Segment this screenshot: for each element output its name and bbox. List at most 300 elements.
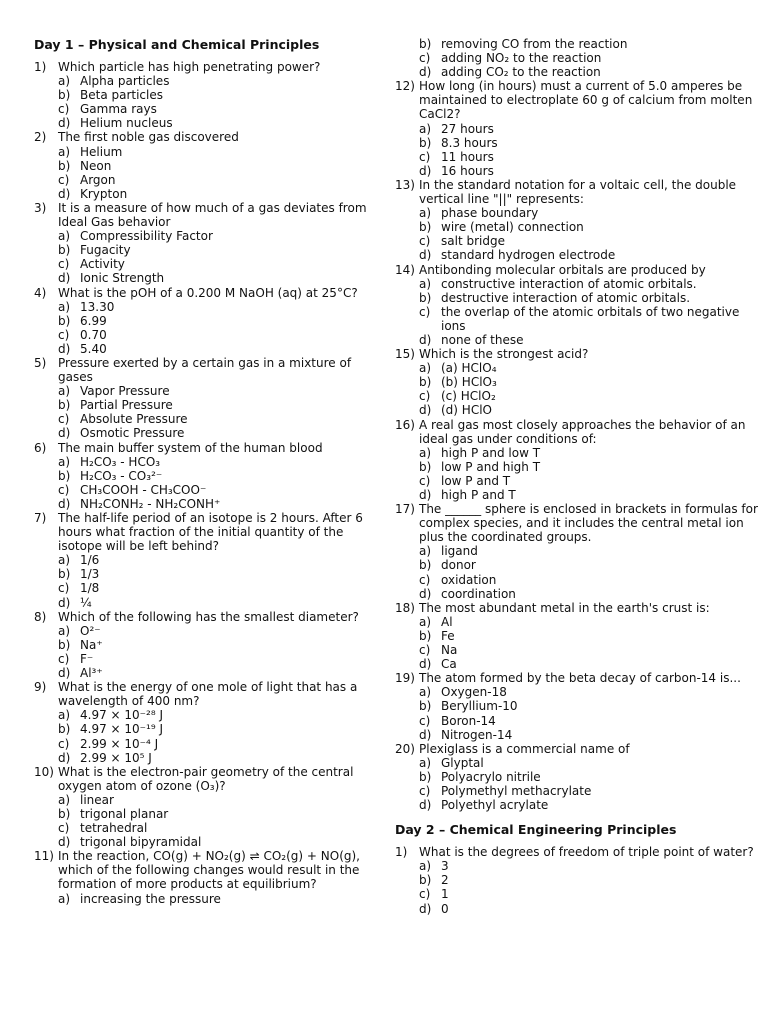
option-letter: d): [419, 403, 432, 418]
question-text: The half-life period of an isotope is 2 hours. After 6 hours what fraction of the initial quantity of the isotope will be left behind?: [58, 511, 363, 554]
option-letter: a): [58, 891, 71, 906]
option-letter: d): [419, 488, 432, 502]
question-text: It is a measure of how much of a gas deviates from Ideal Gas behavior: [58, 200, 367, 230]
option-letter: c): [58, 172, 70, 187]
answer-option: [395, 291, 767, 305]
question: [34, 441, 382, 455]
question-block: [34, 201, 382, 286]
question-number: 4): [34, 285, 47, 300]
option-text: Oxygen-18: [441, 685, 507, 700]
answer-option: [34, 314, 382, 328]
question-number: 14): [395, 262, 415, 277]
option-list: [34, 300, 382, 356]
question: [34, 60, 382, 74]
question: [34, 610, 382, 624]
option-list: [34, 708, 382, 764]
question-block: [395, 742, 767, 812]
option-text: 4.97 × 10⁻¹⁹ J: [80, 722, 163, 737]
option-letter: b): [419, 220, 432, 235]
option-text: Argon: [80, 172, 116, 187]
option-letter: b): [58, 88, 71, 103]
answer-option: [395, 859, 767, 873]
answer-option: [34, 652, 382, 666]
option-letter: a): [58, 144, 71, 159]
answer-option: [34, 469, 382, 483]
answer-option: [395, 51, 767, 65]
option-text: Nitrogen-14: [441, 727, 513, 742]
question-text: Which is the strongest acid?: [419, 347, 589, 362]
option-text: oxidation: [441, 572, 497, 587]
question: [395, 845, 767, 859]
answer-option: [395, 474, 767, 488]
answer-option: [395, 629, 767, 643]
answer-option: [34, 173, 382, 187]
question-block: [34, 286, 382, 356]
option-text: Boron-14: [441, 713, 496, 728]
option-text: Polymethyl methacrylate: [441, 783, 592, 798]
option-letter: a): [419, 206, 432, 221]
option-text: Osmotic Pressure: [80, 426, 185, 441]
option-letter: a): [58, 384, 71, 399]
option-text: adding CO₂ to the reaction: [441, 65, 601, 80]
option-letter: c): [419, 572, 431, 587]
option-letter: a): [58, 792, 71, 807]
option-text: 0: [441, 901, 449, 916]
option-letter: c): [419, 389, 431, 404]
option-text: Ca: [441, 657, 457, 672]
option-letter: a): [419, 614, 432, 629]
question: [395, 79, 767, 121]
option-letter: a): [58, 708, 71, 723]
option-text: Fugacity: [80, 243, 131, 258]
option-letter: d): [58, 666, 71, 681]
option-letter: d): [419, 332, 432, 347]
answer-option: [34, 412, 382, 426]
option-text: Absolute Pressure: [80, 412, 188, 427]
option-text: the overlap of the atomic orbitals of two negative ions: [441, 304, 740, 333]
question-text: What is the energy of one mole of light that has a wavelength of 400 nm?: [58, 680, 358, 709]
option-text: Alpha particles: [80, 74, 170, 89]
option-text: linear: [80, 792, 114, 807]
question-block: [34, 511, 382, 610]
option-letter: b): [419, 628, 432, 643]
answer-option: [34, 751, 382, 765]
option-letter: a): [419, 544, 432, 559]
question-11-continued-options: [395, 37, 767, 79]
option-letter: d): [58, 835, 71, 850]
option-text: (b) HClO₃: [441, 375, 497, 390]
question-number: 1): [395, 845, 408, 860]
question-block: [34, 356, 382, 441]
option-text: 2: [441, 873, 449, 888]
question-number: 9): [34, 680, 47, 695]
answer-option: [395, 446, 767, 460]
option-letter: d): [419, 586, 432, 601]
option-letter: c): [419, 643, 431, 658]
answer-option: [34, 145, 382, 159]
option-letter: d): [58, 116, 71, 131]
day2-question-list: [395, 845, 767, 915]
question-text: Pressure exerted by a certain gas in a mixture of gases: [58, 355, 352, 385]
option-text: trigonal bipyramidal: [80, 835, 202, 850]
option-text: (a) HClO₄: [441, 361, 497, 376]
answer-option: [395, 361, 767, 375]
question-block: [395, 418, 767, 503]
answer-option: [395, 873, 767, 887]
answer-option: [34, 553, 382, 567]
option-text: Na⁺: [80, 637, 103, 652]
option-letter: b): [419, 375, 432, 390]
option-list: [395, 859, 767, 915]
answer-option: [34, 722, 382, 736]
option-list: [34, 455, 382, 511]
question-block: [395, 502, 767, 601]
answer-option: [34, 300, 382, 314]
option-letter: d): [58, 426, 71, 441]
answer-option: [34, 229, 382, 243]
question-text: Which of the following has the smallest diameter?: [58, 609, 359, 624]
question-number: 15): [395, 347, 415, 362]
option-list: [395, 685, 767, 741]
option-list: [34, 74, 382, 130]
option-text: Beryllium-10: [441, 699, 518, 714]
question-block: [34, 765, 382, 850]
answer-option: [395, 699, 767, 713]
option-text: Gamma rays: [80, 102, 157, 117]
answer-option: [395, 643, 767, 657]
option-text: trigonal planar: [80, 806, 169, 821]
option-text: 6.99: [80, 313, 107, 328]
answer-option: [34, 737, 382, 751]
option-letter: b): [58, 567, 71, 582]
answer-option: [395, 887, 767, 901]
answer-option: [34, 426, 382, 440]
question-number: 7): [34, 511, 47, 525]
answer-option: [34, 807, 382, 821]
option-list: [34, 145, 382, 201]
answer-option: [34, 455, 382, 469]
answer-option: [395, 798, 767, 812]
option-letter: c): [419, 51, 431, 66]
option-text: Activity: [80, 257, 125, 272]
answer-option: [395, 164, 767, 178]
option-list: [395, 277, 767, 347]
option-text: Beta particles: [80, 88, 163, 103]
question-block: [395, 263, 767, 348]
question-text: Plexiglass is a commercial name of: [419, 741, 630, 756]
option-letter: c): [419, 713, 431, 728]
answer-option: [395, 37, 767, 51]
answer-option: [395, 122, 767, 136]
option-text: standard hydrogen electrode: [441, 248, 616, 263]
option-letter: c): [58, 736, 70, 751]
answer-option: [34, 328, 382, 342]
option-text: Glyptal: [441, 755, 484, 770]
question-number: 3): [34, 200, 47, 215]
option-letter: c): [419, 783, 431, 798]
option-text: Al: [441, 614, 453, 629]
question-text: A real gas most closely approaches the behavior of an ideal gas under conditions of:: [419, 417, 746, 446]
option-text: 8.3 hours: [441, 135, 498, 150]
option-text: 5.40: [80, 341, 107, 356]
answer-option: [34, 257, 382, 271]
answer-option: [395, 728, 767, 742]
option-text: (d) HClO: [441, 403, 492, 418]
answer-option: [34, 567, 382, 581]
option-letter: c): [58, 327, 70, 342]
answer-option: [395, 234, 767, 248]
answer-option: [34, 666, 382, 680]
option-text: adding NO₂ to the reaction: [441, 51, 602, 66]
answer-option: [34, 892, 382, 906]
option-letter: d): [58, 595, 71, 610]
option-list: [395, 544, 767, 600]
question-block: [395, 79, 767, 178]
option-letter: b): [419, 135, 432, 150]
option-letter: c): [58, 412, 70, 427]
day2-heading: Day 2 – Chemical Engineering Principles: [395, 822, 677, 838]
question-text: The ______ sphere is enclosed in brackets in formulas for complex species, and it includes the central metal ion plus the coordinated groups.: [419, 502, 758, 545]
day1-question-list: [34, 60, 382, 906]
question: [395, 263, 767, 277]
answer-option: [34, 187, 382, 201]
question-block: [34, 849, 382, 905]
answer-option: [395, 587, 767, 601]
answer-option: [34, 398, 382, 412]
option-letter: b): [58, 158, 71, 173]
option-letter: b): [58, 398, 71, 413]
option-list: [34, 793, 382, 849]
question: [34, 356, 382, 384]
option-text: 4.97 × 10⁻²⁸ J: [80, 708, 163, 723]
option-text: Neon: [80, 158, 112, 173]
answer-option: [34, 243, 382, 257]
option-text: destructive interaction of atomic orbitals.: [441, 290, 691, 305]
answer-option: [34, 384, 382, 398]
option-letter: c): [419, 234, 431, 249]
question-text: What is the degrees of freedom of triple point of water?: [419, 845, 754, 860]
answer-option: [395, 657, 767, 671]
answer-option: [34, 74, 382, 88]
question: [395, 601, 767, 615]
option-text: O²⁻: [80, 623, 101, 638]
option-text: Helium: [80, 144, 123, 159]
option-letter: a): [58, 299, 71, 314]
option-text: CH₃COOH - CH₃COO⁻: [80, 482, 207, 497]
answer-option: [395, 305, 767, 333]
option-text: coordination: [441, 586, 516, 601]
option-text: high P and low T: [441, 445, 541, 460]
option-list: [34, 229, 382, 285]
option-letter: b): [419, 699, 432, 714]
answer-option: [395, 488, 767, 502]
option-letter: c): [58, 102, 70, 117]
option-letter: c): [58, 257, 70, 272]
question-number: 1): [34, 60, 47, 74]
question-number: 19): [395, 671, 415, 686]
question: [395, 502, 767, 544]
option-list: [34, 624, 382, 680]
question-block: [34, 130, 382, 200]
option-text: 0.70: [80, 327, 107, 342]
option-letter: a): [58, 623, 71, 638]
question-block: [395, 178, 767, 263]
question-number: 16): [395, 417, 415, 432]
option-letter: d): [419, 901, 432, 916]
answer-option: [395, 248, 767, 262]
option-text: 1/6: [80, 553, 100, 568]
option-text: donor: [441, 558, 476, 573]
question: [34, 511, 382, 553]
option-text: increasing the pressure: [80, 891, 221, 906]
option-letter: c): [419, 887, 431, 902]
option-text: 11 hours: [441, 149, 494, 164]
option-letter: d): [58, 186, 71, 201]
answer-option: [395, 65, 767, 79]
right-column: [395, 37, 767, 916]
option-text: H₂CO₃ - HCO₃: [80, 454, 161, 469]
option-list: [395, 206, 767, 262]
day1-question-list-continued: [395, 79, 767, 812]
answer-option: [395, 277, 767, 291]
option-text: constructive interaction of atomic orbitals.: [441, 276, 697, 291]
question-text: The most abundant metal in the earth's crust is:: [419, 600, 710, 615]
option-text: Krypton: [80, 186, 128, 201]
question-text: What is the electron-pair geometry of the central oxygen atom of ozone (O₃)?: [58, 764, 354, 793]
answer-option: [34, 793, 382, 807]
option-text: Na: [441, 643, 458, 658]
option-text: Helium nucleus: [80, 116, 173, 131]
answer-option: [34, 102, 382, 116]
option-letter: c): [58, 482, 70, 497]
option-text: Fe: [441, 628, 455, 643]
question-number: 8): [34, 609, 47, 624]
option-text: 1/8: [80, 581, 100, 596]
answer-option: [395, 333, 767, 347]
question: [34, 680, 382, 708]
option-text: Polyethyl acrylate: [441, 798, 549, 813]
option-letter: b): [58, 313, 71, 328]
option-letter: c): [58, 581, 70, 596]
answer-option: [34, 271, 382, 285]
question-text: Which particle has high penetrating power?: [58, 60, 321, 74]
answer-option: [395, 206, 767, 220]
option-list: [395, 122, 767, 178]
question-block: [34, 610, 382, 680]
answer-option: [395, 784, 767, 798]
option-letter: a): [419, 859, 432, 874]
option-list: [395, 361, 767, 417]
option-letter: d): [419, 163, 432, 178]
question-text: Antibonding molecular orbitals are produced by: [419, 262, 706, 277]
option-text: Partial Pressure: [80, 398, 173, 413]
answer-option: [395, 136, 767, 150]
answer-option: [34, 708, 382, 722]
question-block: [34, 680, 382, 765]
option-letter: b): [419, 873, 432, 888]
option-text: (c) HClO₂: [441, 389, 496, 404]
option-letter: a): [419, 445, 432, 460]
option-list: [395, 615, 767, 671]
option-letter: b): [419, 558, 432, 573]
answer-option: [395, 756, 767, 770]
question-block: [395, 671, 767, 741]
answer-option: [34, 88, 382, 102]
option-list: [395, 756, 767, 812]
answer-option: [34, 624, 382, 638]
question-number: 5): [34, 355, 47, 370]
option-letter: d): [58, 341, 71, 356]
question-number: 12): [395, 79, 415, 94]
question: [34, 765, 382, 793]
question: [34, 130, 382, 144]
question-text: In the reaction, CO(g) + NO₂(g) ⇌ CO₂(g) + NO(g), which of the following changes would result in the formation of more products at equilibrium?: [58, 849, 360, 892]
option-letter: b): [58, 243, 71, 258]
question-text: How long (in hours) must a current of 5.0 amperes be maintained to electroplate 60 g of calcium from molten CaCl2?: [419, 79, 753, 122]
answer-option: [34, 821, 382, 835]
question-block: [395, 845, 767, 915]
option-text: 16 hours: [441, 163, 494, 178]
answer-option: [34, 497, 382, 511]
option-text: wire (metal) connection: [441, 220, 584, 235]
option-letter: b): [58, 722, 71, 737]
answer-option: [395, 573, 767, 587]
option-letter: b): [58, 806, 71, 821]
question-number: 2): [34, 130, 47, 145]
option-text: none of these: [441, 332, 524, 347]
question-number: 11): [34, 849, 54, 864]
question: [34, 849, 382, 891]
option-letter: c): [419, 473, 431, 488]
question-number: 20): [395, 741, 415, 756]
option-list: [34, 892, 382, 906]
option-letter: a): [419, 276, 432, 291]
option-text: H₂CO₃ - CO₃²⁻: [80, 468, 163, 483]
option-letter: b): [419, 459, 432, 474]
left-column: [34, 37, 382, 906]
answer-option: [34, 835, 382, 849]
option-letter: a): [419, 685, 432, 700]
option-text: ¼: [80, 595, 92, 610]
question-number: 10): [34, 764, 54, 779]
option-text: low P and T: [441, 473, 511, 488]
option-text: tetrahedral: [80, 821, 148, 836]
option-text: removing CO from the reaction: [441, 37, 628, 51]
answer-option: [395, 220, 767, 234]
question-text: What is the pOH of a 0.200 M NaOH (aq) at 25°C?: [58, 285, 358, 300]
option-letter: d): [419, 248, 432, 263]
option-text: Al³⁺: [80, 666, 103, 681]
answer-option: [34, 159, 382, 173]
answer-option: [34, 581, 382, 595]
question-number: 6): [34, 440, 47, 455]
question-block: [395, 347, 767, 417]
option-text: ligand: [441, 544, 478, 559]
option-text: salt bridge: [441, 234, 505, 249]
option-letter: d): [419, 657, 432, 672]
option-text: high P and T: [441, 488, 516, 502]
option-letter: b): [58, 637, 71, 652]
option-list: [34, 384, 382, 440]
question-block: [34, 60, 382, 130]
option-text: phase boundary: [441, 206, 539, 221]
option-text: 27 hours: [441, 121, 494, 136]
option-letter: b): [58, 468, 71, 483]
question-text: In the standard notation for a voltaic cell, the double vertical line "||" represents:: [419, 177, 737, 207]
option-text: 13.30: [80, 299, 115, 314]
answer-option: [34, 116, 382, 130]
answer-option: [395, 403, 767, 417]
